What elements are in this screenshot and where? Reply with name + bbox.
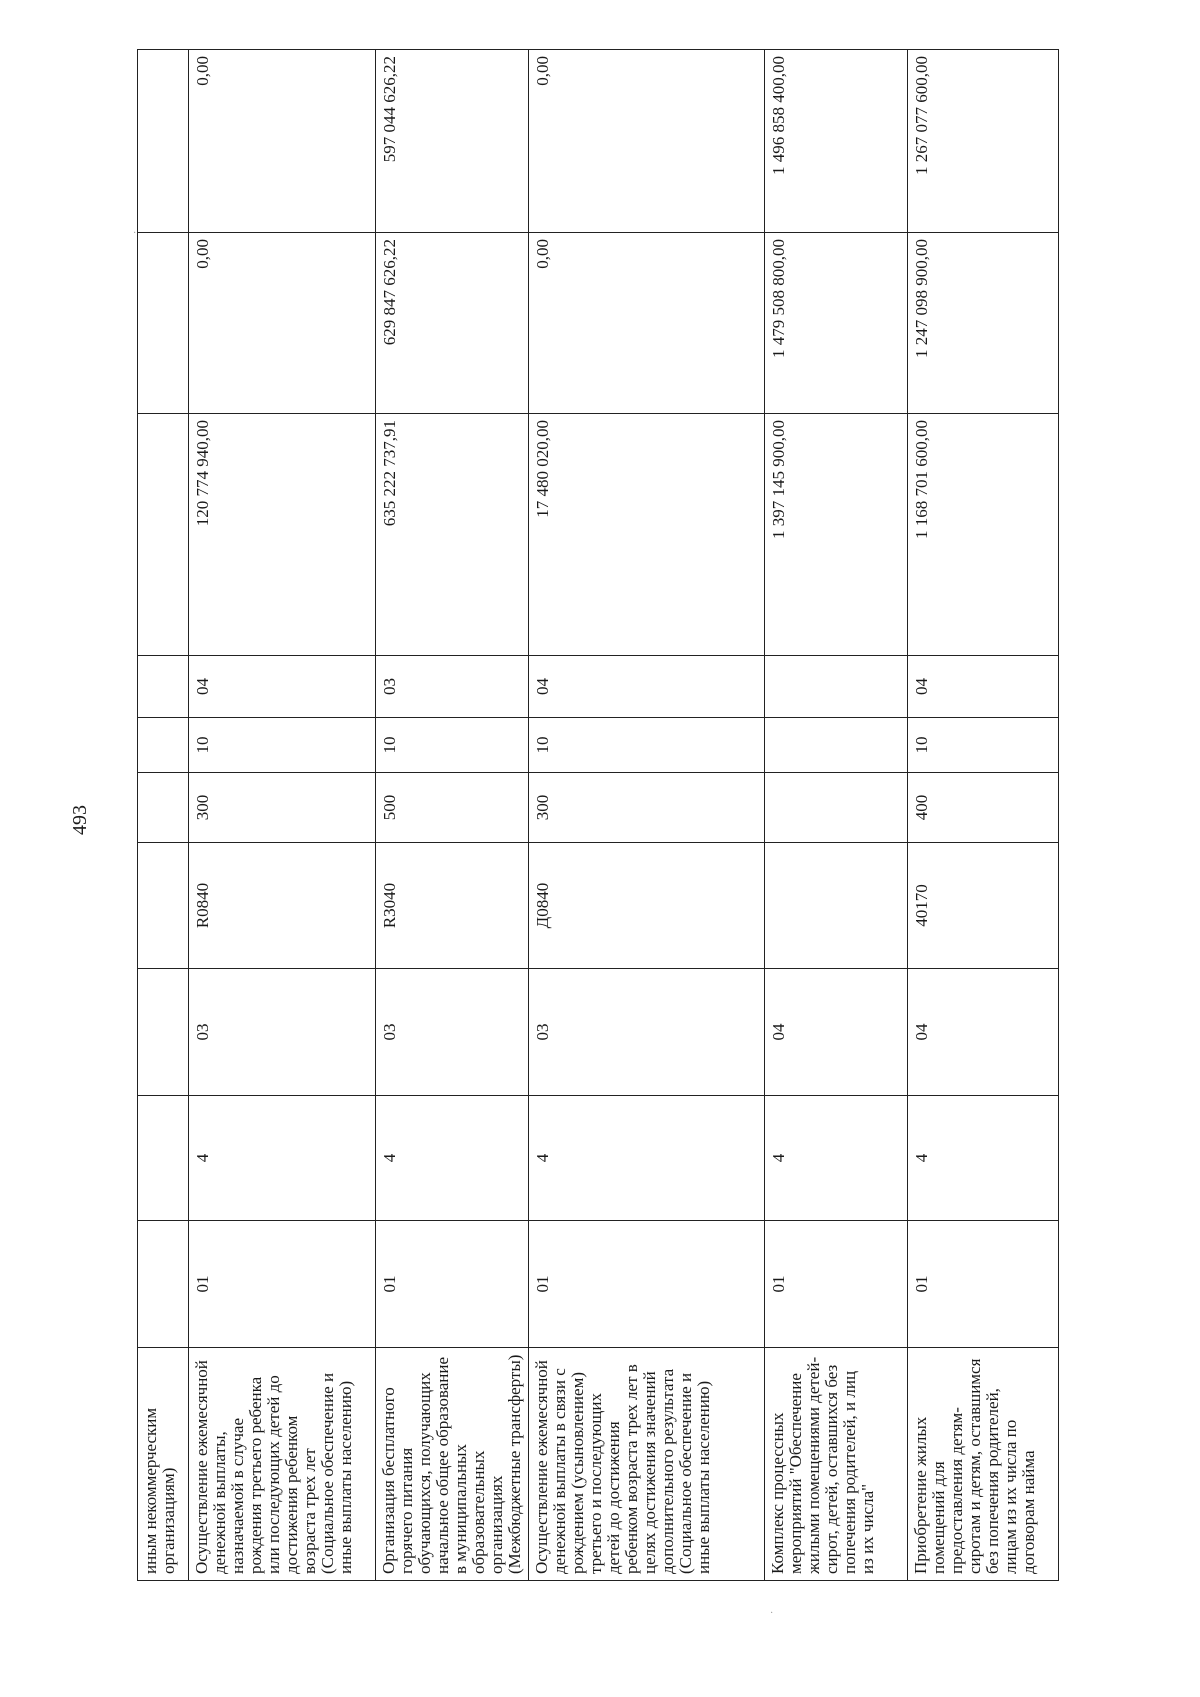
row-name: Комплекс процессных мероприятий "Обеспечение жилыми помещениями детей-сирот, детей, оставшихся без попечения родителей, и лиц из их числа" (765, 1348, 908, 1581)
code-section (138, 718, 189, 773)
scan-speck: · (770, 1608, 774, 1619)
code-structural-element: 03 (189, 969, 376, 1096)
amount-year-2: 1 247 098 900,00 (908, 233, 1059, 414)
row-name: Приобретение жилых помещений для предоставления детям-сиротам и детям, оставшимся без попечения родителей, лицам из их числа по договорам найма (908, 1348, 1059, 1581)
code-section: 10 (376, 718, 529, 773)
code-program (138, 1221, 189, 1348)
code-expense-type: 300 (529, 773, 765, 843)
scan-speck: · (133, 228, 137, 239)
amount-year-2: 0,00 (529, 233, 765, 414)
code-subprogram: 4 (908, 1096, 1059, 1221)
row-name: Организация бесплатного горячего питания обучающихся, получающих начальное общее образование в муниципальных образовательных организациях (Межбюджетные трансферты) (376, 1348, 529, 1581)
amount-year-1: 120 774 940,00 (189, 414, 376, 656)
amount-year-1: 1 168 701 600,00 (908, 414, 1059, 656)
code-subprogram: 4 (376, 1096, 529, 1221)
table-row (189, 50, 376, 1581)
code-subsection: 04 (908, 656, 1059, 718)
code-structural-element: 04 (908, 969, 1059, 1096)
code-expense-type (138, 773, 189, 843)
code-subsection: 04 (189, 656, 376, 718)
amount-year-3: 597 044 626,22 (376, 50, 529, 233)
code-structural-element (138, 969, 189, 1096)
code-structural-element: 04 (765, 969, 908, 1096)
code-subprogram: 4 (529, 1096, 765, 1221)
page-number: 493 (69, 805, 91, 835)
table-row (765, 50, 908, 1581)
amount-year-2: 1 479 508 800,00 (765, 233, 908, 414)
code-subprogram: 4 (765, 1096, 908, 1221)
code-expense-type: 500 (376, 773, 529, 843)
amount-year-2 (138, 233, 189, 414)
code-subprogram: 4 (189, 1096, 376, 1221)
code-expense-type: 300 (189, 773, 376, 843)
code-expense-type (765, 773, 908, 843)
table-row (908, 50, 1059, 1581)
budget-table (137, 49, 1059, 1581)
rotated-table-wrapper (137, 50, 1050, 1581)
code-expense-type: 400 (908, 773, 1059, 843)
code-subsection (138, 656, 189, 718)
amount-year-3: 1 267 077 600,00 (908, 50, 1059, 233)
table-row (138, 50, 189, 1581)
amount-year-3 (138, 50, 189, 233)
code-direction: Д0840 (529, 843, 765, 969)
code-direction: R0840 (189, 843, 376, 969)
amount-year-2: 629 847 626,22 (376, 233, 529, 414)
amount-year-2: 0,00 (189, 233, 376, 414)
table-row (529, 50, 765, 1581)
code-section: 10 (529, 718, 765, 773)
amount-year-3: 1 496 858 400,00 (765, 50, 908, 233)
code-section: 10 (189, 718, 376, 773)
code-direction: 40170 (908, 843, 1059, 969)
code-direction (765, 843, 908, 969)
amount-year-1: 17 480 020,00 (529, 414, 765, 656)
amount-year-1: 1 397 145 900,00 (765, 414, 908, 656)
row-name: иным некоммерческим организациям) (138, 1348, 189, 1581)
code-program: 01 (189, 1221, 376, 1348)
amount-year-3: 0,00 (189, 50, 376, 233)
code-subprogram (138, 1096, 189, 1221)
amount-year-1: 635 222 737,91 (376, 414, 529, 656)
row-name: Осуществление ежемесячной денежной выплаты, назначаемой в случае рождения третьего ребенка или последующих детей до достижения ребенком возраста трех лет (Социальное обеспечение и иные выплаты населению) (189, 1348, 376, 1581)
code-structural-element: 03 (376, 969, 529, 1096)
code-program: 01 (376, 1221, 529, 1348)
code-structural-element: 03 (529, 969, 765, 1096)
code-program: 01 (765, 1221, 908, 1348)
code-section (765, 718, 908, 773)
row-name: Осуществление ежемесячной денежной выплаты в связи с рождением (усыновлением) третьего и последующих детей до достижения ребенком возраста трех лет в целях достижения значений дополнительного результата (Социальное обеспечение и иные выплаты населению) (529, 1348, 765, 1581)
code-section: 10 (908, 718, 1059, 773)
code-subsection (765, 656, 908, 718)
code-subsection: 04 (529, 656, 765, 718)
code-program: 01 (529, 1221, 765, 1348)
amount-year-3: 0,00 (529, 50, 765, 233)
code-direction (138, 843, 189, 969)
table-row (376, 50, 529, 1581)
amount-year-1 (138, 414, 189, 656)
code-direction: R3040 (376, 843, 529, 969)
code-subsection: 03 (376, 656, 529, 718)
code-program: 01 (908, 1221, 1059, 1348)
